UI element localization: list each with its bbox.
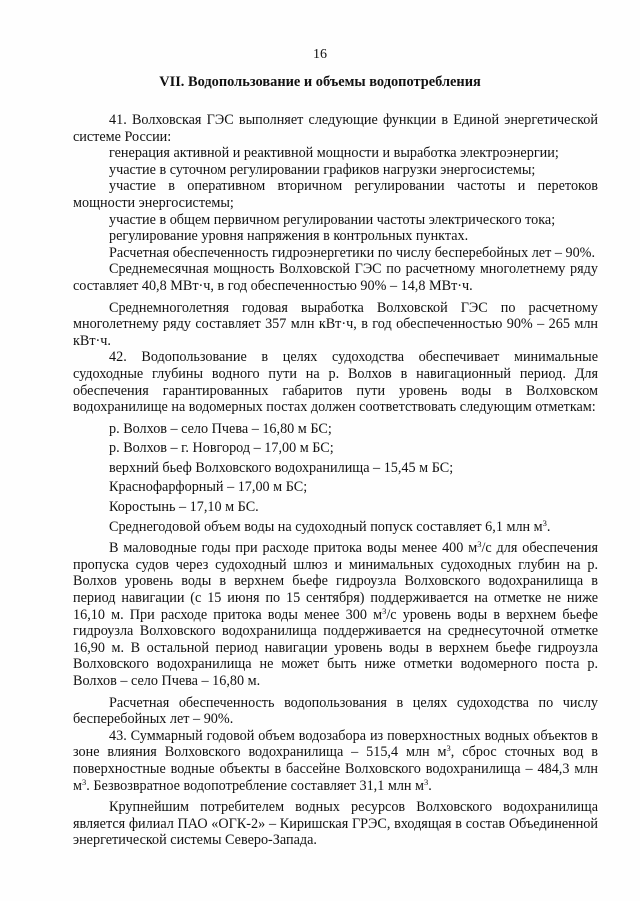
paragraph-41-intro: 41. Волховская ГЭС выполняет следующие функции в Единой энергетической системе России: [73,112,598,145]
list-item: регулирование уровня напряжения в контрольных пунктах. [109,228,469,245]
low-water-regime: В маловодные годы при расходе притока воды менее 400 $м^3/с$ для обеспечения пропуска судов через судоходный шлюз и минимальных судоходных глубин на р. Волхов уровень воды в верхнем бьефе гидроузла Волховского водохранилища в период навигации (с 15 июня по 15 сентября) поддерживается на отметке не ниже 16,10 м. При расходе притока воды менее 300 $м^3/с$ уровень воды в верхнем бьефе гидроузла Волховского водохранилища поддерживается на среднесуточной отметке 16,90 м. В остальной период навигации уровень воды в верхнем бьефе гидроузла Волховского водохранилища не может быть ниже отметки водомерного поста р. Волхов – село Пчева – 16,80 м. [73,539,598,689]
list-item: генерация активной и реактивной мощности и выработка электроэнергии; [109,145,559,162]
list-item: р. Волхов – село Пчева – 16,80 м БС; [109,420,332,437]
hydro-capacity: Среднемесячная мощность Волховской ГЭС по расчетному многолетнему ряду составляет 40,8 МВт·ч, в год обеспеченностью 90% – 14,8 МВт·ч. [73,261,598,294]
paragraph-43: 43. Суммарный годовой объем водозабора из поверхностных водных объектов в зоне влияния Волховского водохранилища – 515,4 млн $м^3$, сброс сточных вод в поверхностные водные объекты в бассейне Волховского водохранилища – 484,3 млн $м^3$. Безвозвратное водопотребление составляет 31,1 млн $м^3$. [73,727,599,794]
section-heading: VII. Водопользование и объемы водопотребления [159,74,481,90]
list-item: участие в общем первичном регулировании частоты электрического тока; [109,211,556,228]
list-item: р. Волхов – г. Новгород – 17,00 м БС; [109,440,334,457]
list-item: Коростынь – 17,10 м БС. [109,499,259,516]
hydro-provision: Расчетная обеспеченность гидроэнергетики по числу бесперебойных лет – 90%. [109,244,596,261]
navigation-provision: Расчетная обеспеченность водопользования в целях судоходства по числу бесперебойных лет – 90%. [73,694,598,728]
document-body [73,112,598,849]
list-item: верхний бьеф Волховского водохранилища – 15,45 м БС; [109,459,454,476]
list-item: участие в оперативном вторичном регулировании частоты и перетоков мощности энергосистемы; [73,178,598,211]
navigation-volume: Среднегодовой объем воды на судоходный попуск составляет 6,1 млн $м^3$. [109,517,551,535]
list-item: участие в суточном регулировании графиков нагрузки энергосистемы; [109,161,536,178]
paragraph-42-intro: 42. Водопользование в целях судоходства обеспечивает минимальные судоходные глубины водного пути на р. Волхов в навигационный период. Для обеспечения гарантированных габаритов пути уровень воды в Волховском водохранилище на водомерных постах должен соответствовать следующим отметкам: [73,349,598,416]
largest-consumer: Крупнейшим потребителем водных ресурсов Волховского водохранилища является филиал ПАО «ОГК-2» – Киришская ГРЭС, входящая в состав Объединенной энергетической системы Северо-Запада. [73,799,598,849]
page-number: 16 [313,47,327,62]
list-item: Краснофарфорный – 17,00 м БС; [109,479,308,496]
hydro-output: Среднемноголетняя годовая выработка Волховской ГЭС по расчетному многолетнему ряду составляет 357 млн кВт·ч, в год обеспеченностью 90% – 265 млн кВт·ч. [73,299,598,349]
water-level-marks [73,421,598,516]
